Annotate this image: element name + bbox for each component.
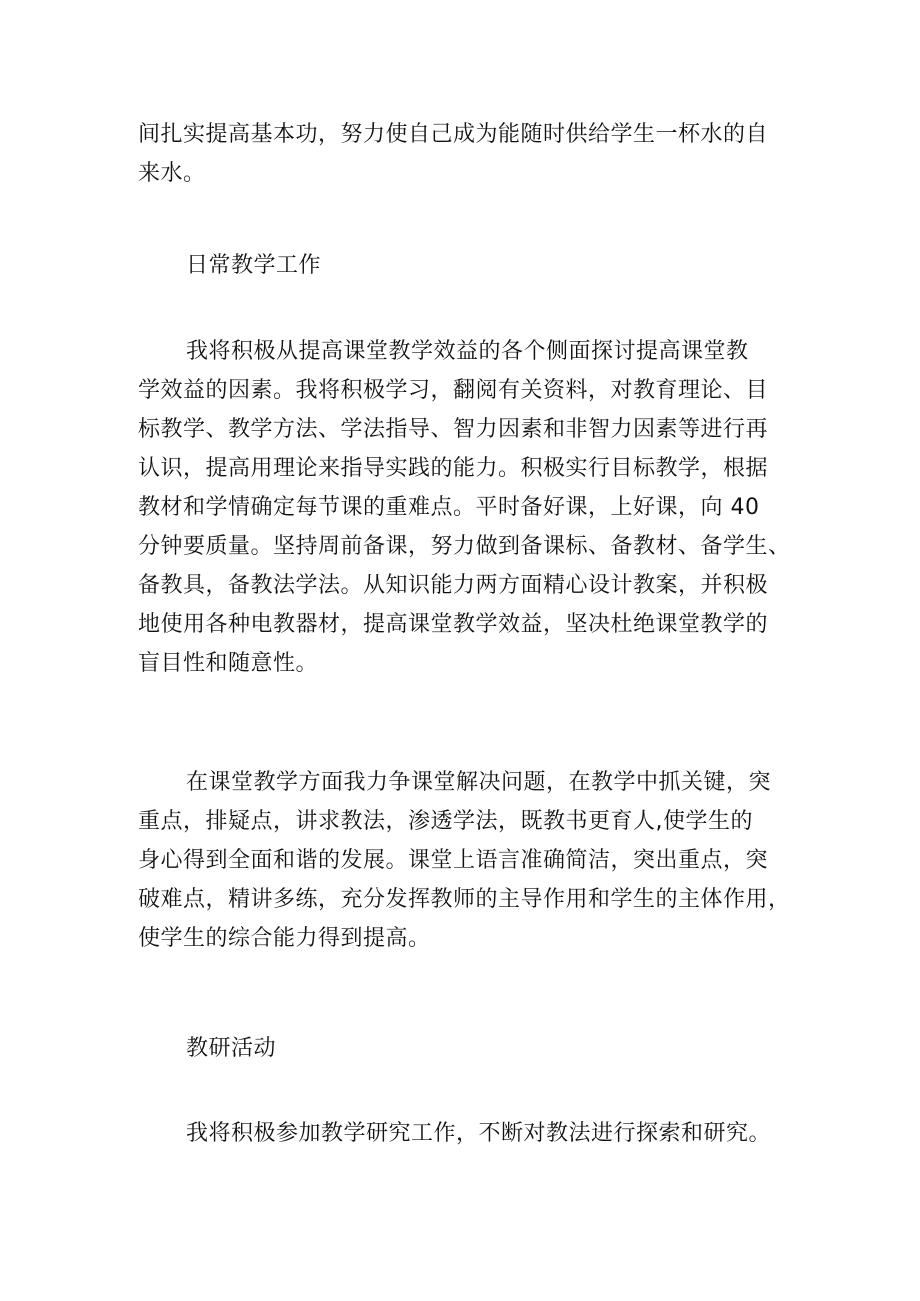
paragraph-continuation	[138, 115, 788, 193]
section-heading-research: 教研活动	[186, 1036, 277, 1061]
text-line: 使学生的综合能力得到提高。	[138, 926, 431, 951]
section-heading-daily-teaching: 日常教学工作	[186, 253, 322, 278]
text-line: 我将积极参加教学研究工作，不断对教法进行探索和研究。	[186, 1121, 772, 1146]
text-line: 重点，排疑点，讲求教法，渗透学法，既教书更育人,使学生的	[138, 809, 753, 834]
text-line: 身心得到全面和谐的发展。课堂上语言准确简洁，突出重点，突	[138, 848, 769, 873]
text-line: 教材和学情确定每节课的重难点。平时备好课，上好课，向 40	[138, 495, 760, 520]
text-line: 我将积极从提高课堂教学效益的各个侧面探讨提高课堂教	[186, 339, 749, 364]
text-line: 地使用各种电教器材，提高课堂教学效益，坚决杜绝课堂教学的	[138, 612, 769, 637]
text-line: 备教具，备教法学法。从知识能力两方面精心设计教案，并积极	[138, 573, 769, 598]
paragraph-research	[138, 1114, 788, 1153]
text-line: 分钟要质量。坚持周前备课，努力做到备课标、备教材、备学生、	[138, 534, 791, 559]
text-line: 破难点，精讲多练，充分发挥教师的主导作用和学生的主体作用，	[138, 887, 791, 912]
text-line: 标教学、教学方法、学法指导、智力因素和非智力因素等进行再	[138, 417, 769, 442]
paragraph-daily-teaching	[138, 332, 791, 683]
text-line: 学效益的因素。我将积极学习，翻阅有关资料，对教育理论、目	[138, 378, 769, 403]
text-line: 在课堂教学方面我力争课堂解决问题，在教学中抓关键，突	[186, 770, 772, 795]
paragraph-classroom-teaching	[138, 763, 791, 958]
text-line: 认识，提高用理论来指导实践的能力。积极实行目标教学，根据	[138, 456, 769, 481]
text-line: 盲目性和随意性。	[138, 651, 319, 676]
text-line: 间扎实提高基本功，努力使自己成为能随时供给学生一杯水的自	[138, 122, 769, 147]
text-line: 来水。	[138, 161, 206, 186]
